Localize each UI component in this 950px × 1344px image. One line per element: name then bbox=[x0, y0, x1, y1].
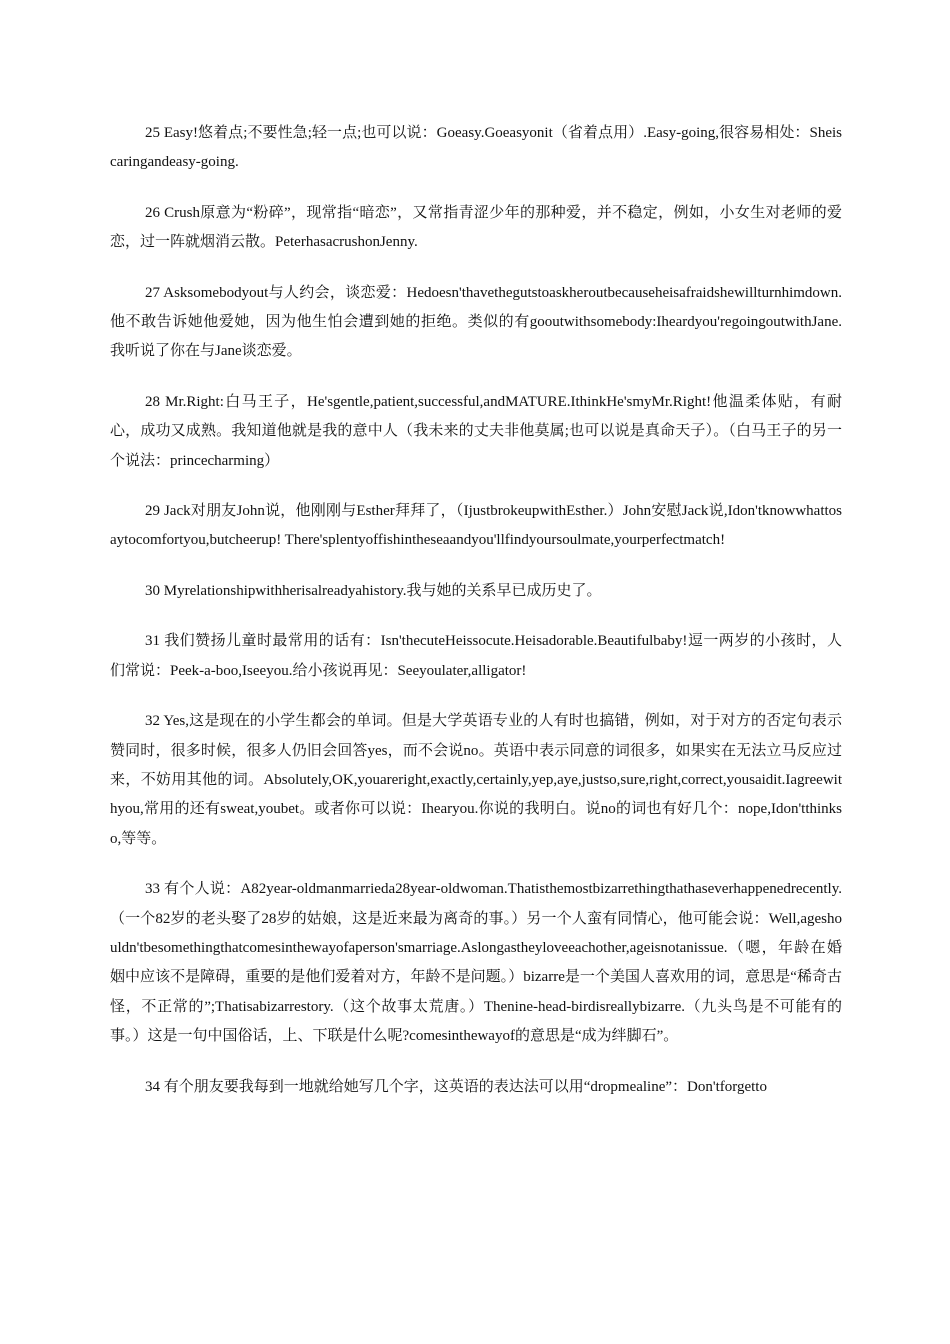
paragraph-27: 27 Asksomebodyout与人约会，谈恋爱：Hedoesn'thavethegutstoaskheroutbecauseheisafraidshewillturnhimdown.他不敢告诉她他爱她，因为他生怕会遭到她的拒绝。类似的有gooutwithsomebody:Iheardyou'regoingoutwithJane.我听说了你在与Jane谈恋爱。 bbox=[110, 284, 842, 360]
paragraph-33: 33 有个人说：A82year-oldmanmarrieda28year-oldwoman.Thatisthemostbizarrethingthathaseverhappenedrecently.（一个82岁的老头娶了28岁的姑娘，这是近来最为离奇的事。）另一个人蛮有同情心，他可能会说：Well,ageshouldn'tbesomethingthatcomesinthewayofaperson'smarriage.Aslongastheyloveeachother,ageisnotanissue.（嗯，年龄在婚姻中应该不是障碍，重要的是他们爱着对方，年龄不是问题。）bizarre是一个美国人喜欢用的词，意思是“稀奇古怪，不正常的”;Thatisabizarrestory.（这个故事太荒唐。）Thenine-head-birdisreallybizarre.（九头鸟是不可能有的事。）这是一句中国俗话，上、下联是什么呢?comesinthewayof的意思是“成为绊脚石”。 bbox=[110, 881, 842, 1045]
paragraph-28: 28 Mr.Right:白马王子，He'sgentle,patient,successful,andMATURE.IthinkHe'smyMr.Right!他温柔体贴，有耐心，成功又成熟。我知道他就是我的意中人（我未来的丈夫非他莫属;也可以说是真命天子）。（白马王子的另一个说法：princecharming） bbox=[110, 393, 842, 469]
paragraph-30: 30 Myrelationshipwithherisalreadyahistory.我与她的关系早已成历史了。 bbox=[145, 582, 602, 599]
paragraph-29: 29 Jack对朋友John说，他刚刚与Esther拜拜了，（IjustbrokeupwithEsther.）John安慰Jack说,Idon'tknowwhattosaytocomfortyou,butcheerup! There'splentyoffishintheseaandyou'llfindyoursoulmate,yourperfectmatch! bbox=[110, 503, 842, 549]
paragraph-31: 31 我们赞扬儿童时最常用的话有：Isn'thecuteHeissocute.Heisadorable.Beautifulbaby!逗一两岁的小孩时，人们常说：Peek-a-boo,Iseeyou.给小孩说再见：Seeyoulater,alligator! bbox=[110, 633, 842, 679]
paragraph-32: 32 Yes,这是现在的小学生都会的单词。但是大学英语专业的人有时也搞错，例如，对于对方的否定句表示赞同时，很多时候，很多人仍旧会回答yes，而不会说no。英语中表示同意的词很多，如果实在无法立马反应过来，不妨用其他的词。Absolutely,OK,youareright,exactly,certainly,yep,aye,justso,sure,right,correct,yousaidit.Iagreewithyou,常用的还有sweat,youbet。或者你可以说：Ihearyou.你说的我明白。说no的词也有好几个：nope,Idon'tthinkso,等等。 bbox=[110, 713, 842, 847]
paragraph-26: 26 Crush原意为“粉碎”，现常指“暗恋”，又常指青涩少年的那种爱，并不稳定，例如，小女生对老师的爱恋，过一阵就烟消云散。PeterhasacrushonJenny. bbox=[110, 204, 842, 251]
document-page bbox=[110, 119, 842, 1123]
paragraph-25: 25 Easy!悠着点;不要性急;轻一点;也可以说：Goeasy.Goeasyonit（省着点用）.Easy-going,很容易相处：Sheiscaringandeasy-going. bbox=[110, 125, 842, 171]
paragraph-34: 34 有个朋友要我每到一地就给她写几个字，这英语的表达法可以用“dropmealine”：Don'tforgetto bbox=[145, 1078, 767, 1095]
